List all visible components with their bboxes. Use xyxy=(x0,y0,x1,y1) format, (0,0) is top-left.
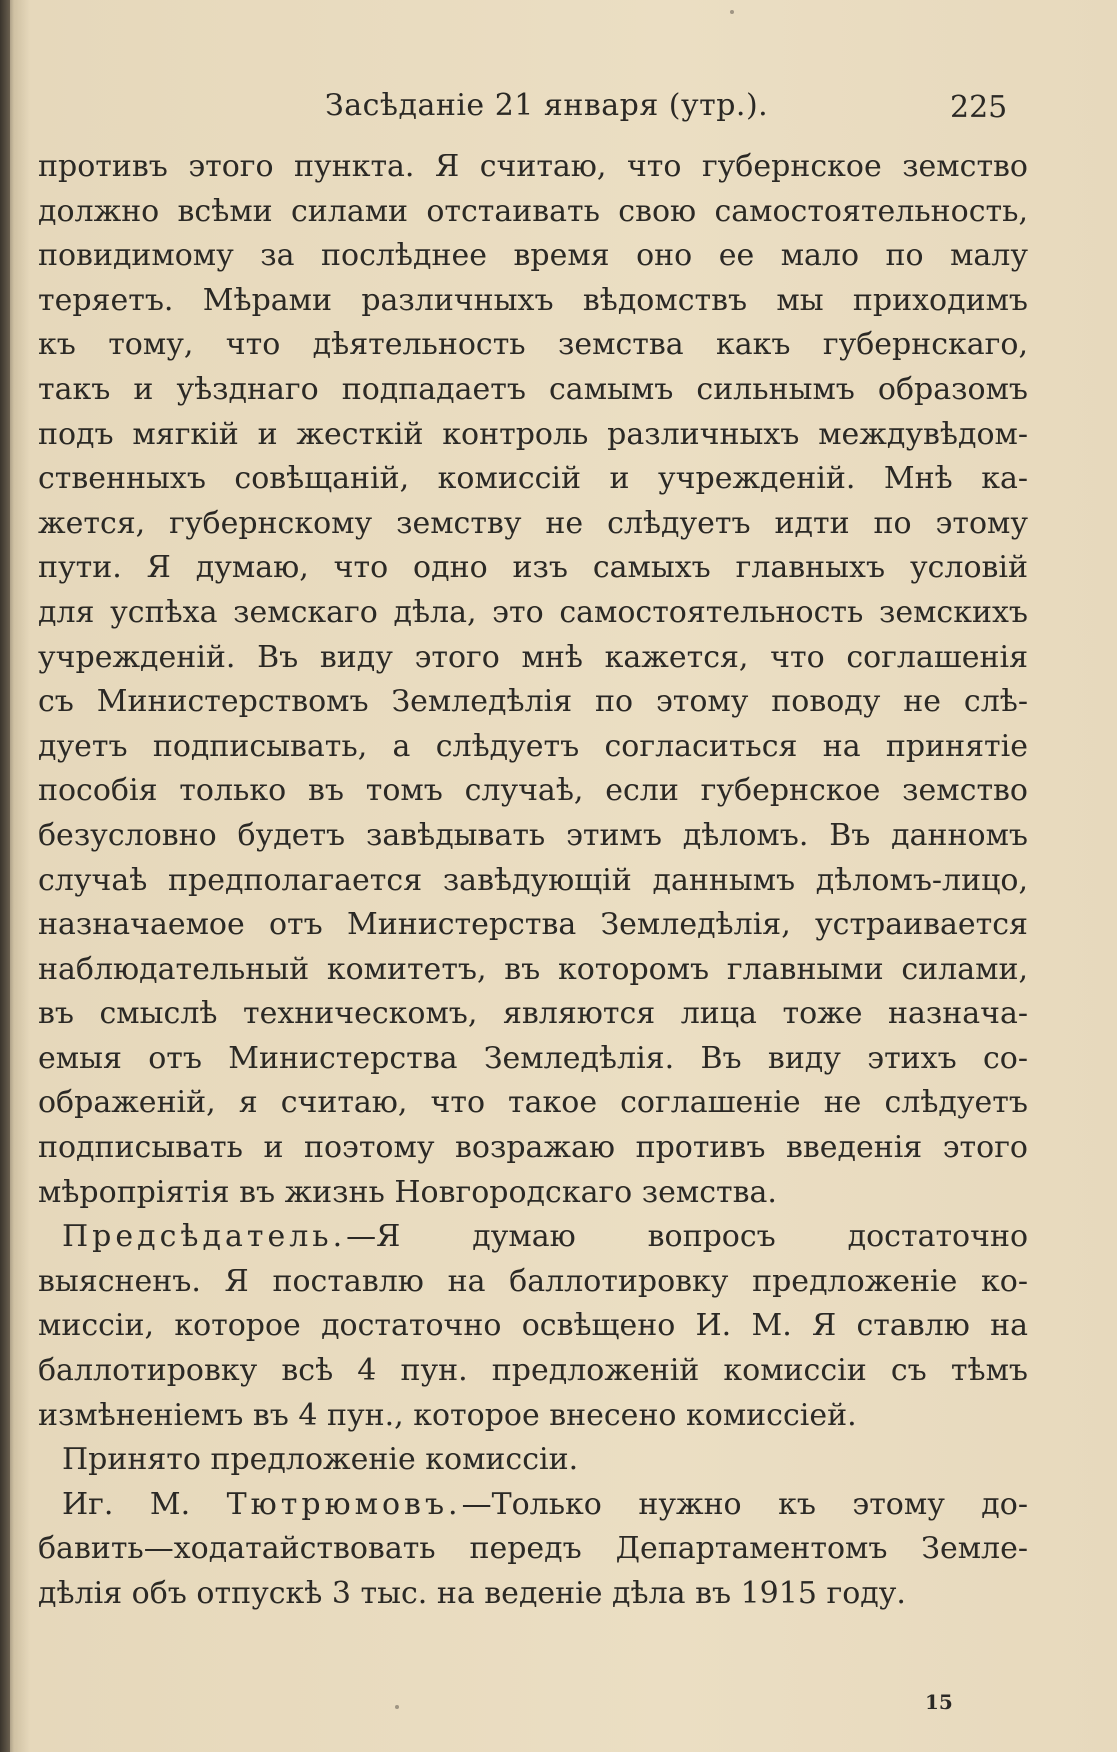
text-line: съ Министерствомъ Земледѣлія по этому поводу не слѣ- xyxy=(38,684,1028,720)
text-line: должно всѣми силами отстаивать свою самостоятельность, xyxy=(38,193,1028,229)
paper-speck xyxy=(730,10,734,14)
text-line: учрежденій. Въ виду этого мнѣ кажется, что соглашенія xyxy=(38,639,1028,675)
paper-speck xyxy=(395,1705,399,1709)
speaker-chairman: Предсѣдатель. xyxy=(62,1219,347,1255)
text-line: жется, губернскому земству не слѣдуетъ идти по этому xyxy=(38,505,1028,541)
text-line: ображеній, я считаю, что такое соглашеніе не слѣдуетъ xyxy=(38,1085,1028,1121)
text-line: къ тому, что дѣятельность земства какъ губернскаго, xyxy=(38,327,1028,363)
text-line: случаѣ предполагается завѣдующій даннымъ дѣломъ-лицо, xyxy=(38,862,1028,898)
signature-mark: 15 xyxy=(925,1690,953,1714)
text-line: выясненъ. Я поставлю на баллотировку предложеніе ко- xyxy=(38,1263,1028,1299)
text-line: мѣропріятія въ жизнь Новгородскаго земства. xyxy=(38,1174,777,1210)
text-line: дуетъ подписывать, а слѣдуетъ согласиться на принятіе xyxy=(38,728,1028,764)
speaker-tyutryumov: Тютрюмовъ. xyxy=(226,1486,462,1522)
text-line: назначаемое отъ Министерства Земледѣлія, устраивается xyxy=(38,907,1028,943)
text-line: бавить—ходатайствовать передъ Департаментомъ Земле- xyxy=(38,1531,1028,1567)
text-line: измѣненіемъ въ 4 пун., которое внесено комиссіей. xyxy=(38,1397,857,1433)
text-line: для успѣха земскаго дѣла, это самостоятельность земскихъ xyxy=(38,594,1028,630)
speech-text: —Я думаю вопросъ достаточно xyxy=(346,1219,1028,1255)
body-text xyxy=(38,145,1028,1617)
text-line: дѣлія объ отпускѣ 3 тыс. на веденіе дѣла въ 1915 году. xyxy=(38,1576,906,1611)
text-line: безусловно будетъ завѣдывать этимъ дѣломъ. Въ данномъ xyxy=(38,817,1028,853)
text-line: въ смыслѣ техническомъ, являются лица тоже назнача- xyxy=(38,996,1028,1032)
text-line: миссіи, которое достаточно освѣщено И. М. Я ставлю на xyxy=(38,1308,1028,1344)
text-line: ственныхъ совѣщаній, комиссій и учрежденій. Мнѣ ка- xyxy=(38,461,1028,497)
text-line: емыя отъ Министерства Земледѣлія. Въ виду этихъ со- xyxy=(38,1040,1028,1076)
text-line: такъ и уѣзднаго подпадаетъ самымъ сильнымъ образомъ xyxy=(38,371,1028,407)
text-line: теряетъ. Мѣрами различныхъ вѣдомствъ мы приходимъ xyxy=(38,282,1028,318)
text-line: подъ мягкій и жесткій контроль различныхъ междувѣдом- xyxy=(38,416,1028,452)
speech-text: —Только нужно къ этому до- xyxy=(461,1486,1028,1522)
text-line: противъ этого пункта. Я считаю, что губернское земство xyxy=(38,149,1028,184)
text-line: пособія только въ томъ случаѣ, если губернское земство xyxy=(38,773,1028,809)
text-line: наблюдательный комитетъ, въ которомъ главными силами, xyxy=(38,951,1028,987)
speech-line-tyutryumov xyxy=(38,1483,1028,1528)
text-line: повидимому за послѣднее время оно ее мало по малу xyxy=(38,238,1028,274)
text-line: баллотировку всѣ 4 пун. предложеній комиссіи съ тѣмъ xyxy=(38,1353,1028,1389)
resolution-line: Принято предложеніе комиссіи. xyxy=(62,1442,579,1478)
page-number: 225 xyxy=(950,90,1008,125)
speech-line-chairman xyxy=(38,1215,1028,1260)
text-line: пути. Я думаю, что одно изъ самыхъ главныхъ условій xyxy=(38,550,1028,586)
running-title: Засѣданіе 21 января (утр.). xyxy=(325,88,769,123)
speaker-initials: Иг. М. xyxy=(62,1486,191,1522)
text-line: подписывать и поэтому возражаю противъ введенія этого xyxy=(38,1130,1028,1166)
running-head xyxy=(0,88,1117,138)
book-spine xyxy=(0,0,10,1752)
